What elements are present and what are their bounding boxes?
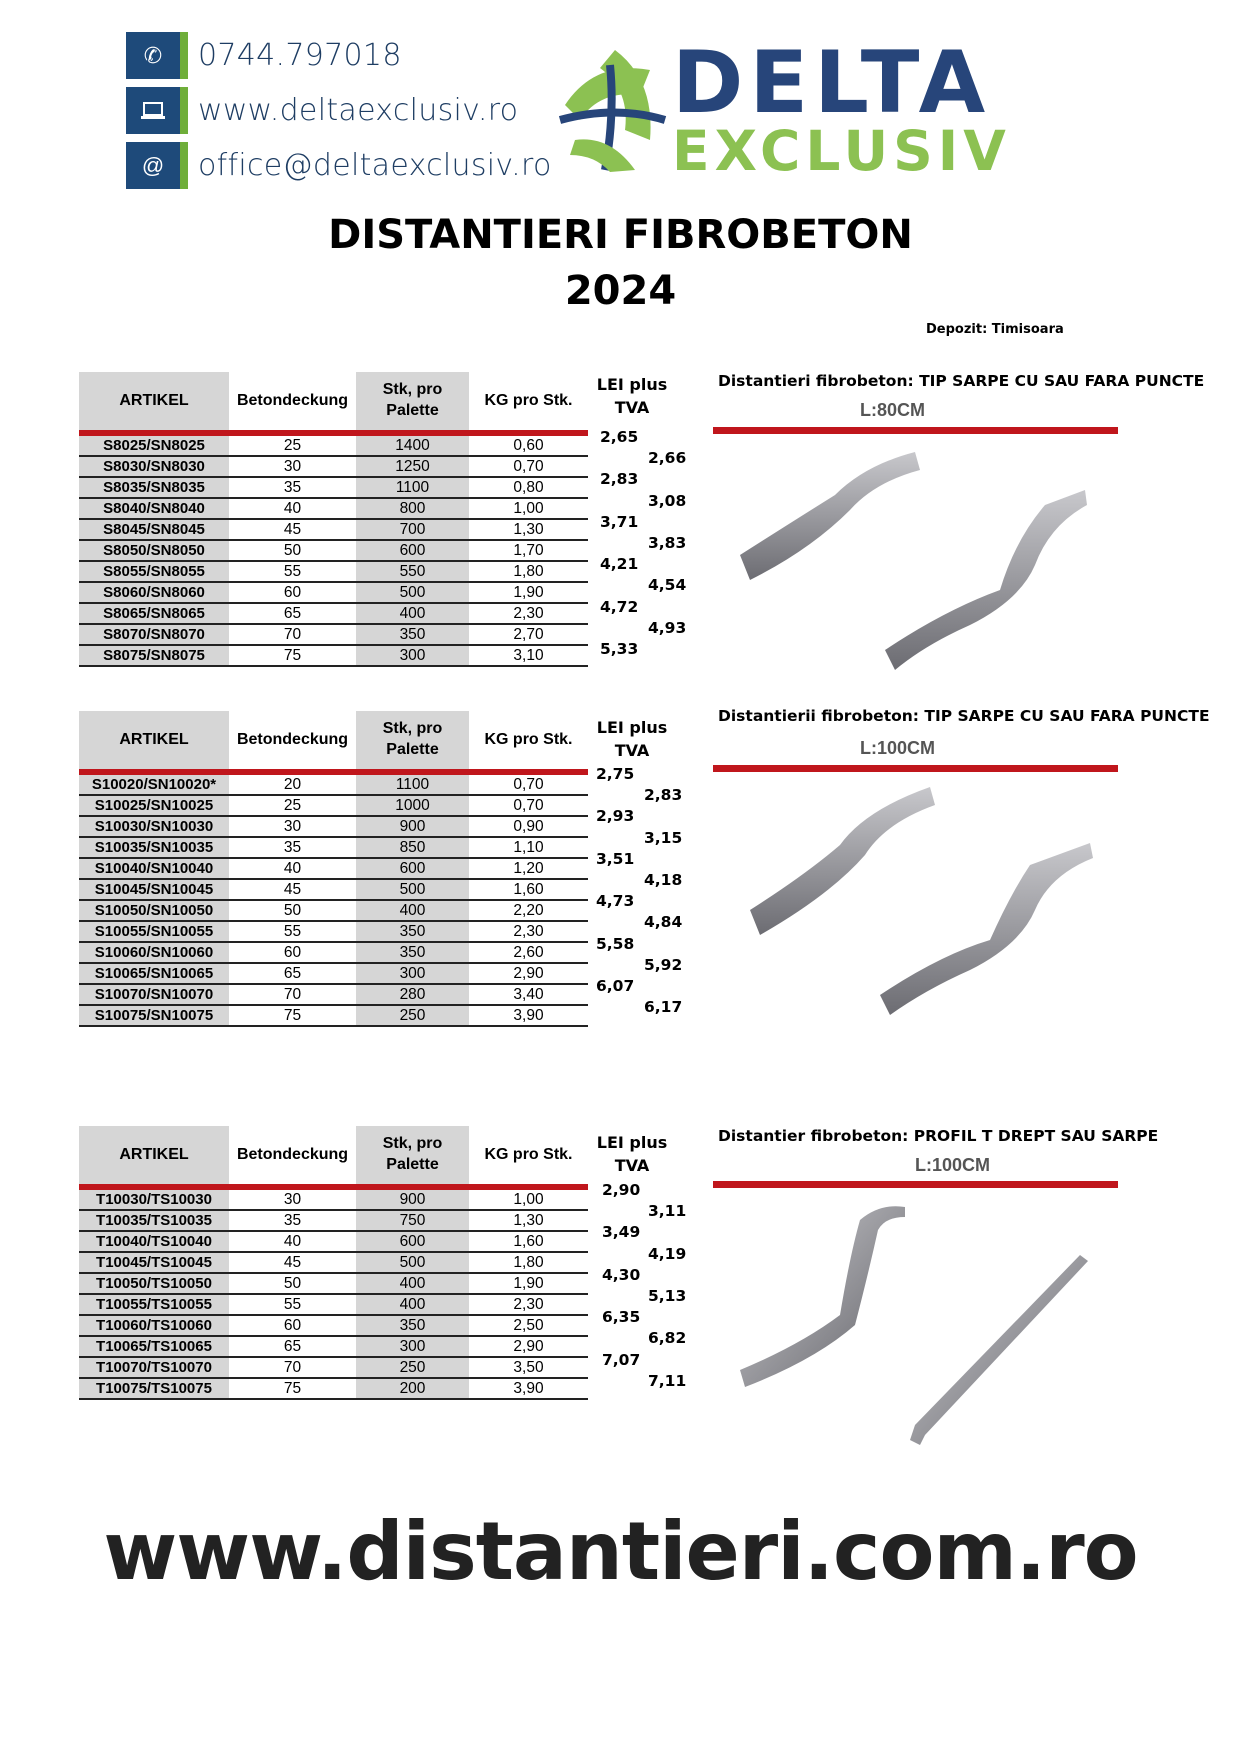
cover-value: 40 (229, 858, 356, 879)
kg-value: 2,90 (469, 963, 588, 984)
cover-value: 50 (229, 900, 356, 921)
kg-value: 1,80 (469, 1252, 588, 1273)
header-betondeckung: Betondeckung (229, 711, 356, 772)
table-row (79, 1210, 588, 1231)
header-stk: Stk, pro Palette (356, 711, 469, 772)
cover-value: 75 (229, 1378, 356, 1399)
section-title-s80: Distantieri fibrobeton: TIP SARPE CU SAU FARA PUNCTE (718, 372, 1205, 390)
article-code: S8050/SN8050 (79, 540, 229, 561)
article-code: S8040/SN8040 (79, 498, 229, 519)
stk-value: 900 (356, 1187, 469, 1210)
kg-value: 2,90 (469, 1336, 588, 1357)
stk-value: 500 (356, 582, 469, 603)
price-value: 3,11 (648, 1202, 687, 1221)
stk-value: 280 (356, 984, 469, 1005)
cover-value: 50 (229, 1273, 356, 1294)
price-table-t100 (79, 1126, 588, 1400)
stk-value: 350 (356, 624, 469, 645)
email-link[interactable]: office@deltaexclusiv.ro (198, 148, 552, 183)
stk-value: 400 (356, 1273, 469, 1294)
kg-value: 1,30 (469, 519, 588, 540)
price-value: 4,21 (600, 555, 639, 574)
stk-value: 1000 (356, 795, 469, 816)
header-betondeckung: Betondeckung (229, 1126, 356, 1187)
cover-value: 30 (229, 1187, 356, 1210)
stk-value: 300 (356, 645, 469, 666)
stk-value: 250 (356, 1357, 469, 1378)
contact-phone[interactable] (126, 32, 402, 79)
table-row (79, 1005, 588, 1026)
header-lei: LEI plus TVA (596, 375, 668, 417)
price-value: 5,92 (644, 955, 683, 974)
phone-number: 0744.797018 (198, 38, 402, 73)
header-artikel: ARTIKEL (79, 711, 229, 772)
kg-value: 0,60 (469, 433, 588, 456)
kg-value: 3,10 (469, 645, 588, 666)
table-row (79, 582, 588, 603)
article-code: T10050/TS10050 (79, 1273, 229, 1294)
kg-value: 1,70 (469, 540, 588, 561)
cover-value: 60 (229, 942, 356, 963)
page-title: DISTANTIERI FIBROBETON (328, 212, 913, 258)
depozit-label: Depozit: Timisoara (926, 322, 1064, 337)
article-code: T10065/TS10065 (79, 1336, 229, 1357)
cover-value: 75 (229, 1005, 356, 1026)
logo-text-delta: DELTA (672, 33, 992, 133)
article-code: T10060/TS10060 (79, 1315, 229, 1336)
table-row (79, 900, 588, 921)
stk-value: 700 (356, 519, 469, 540)
price-value: 4,19 (648, 1244, 687, 1263)
price-value: 6,07 (596, 977, 635, 995)
price-value: 4,54 (648, 576, 687, 595)
cover-value: 35 (229, 837, 356, 858)
article-code: S10035/SN10035 (79, 837, 229, 858)
table-row (79, 816, 588, 837)
table-row (79, 1273, 588, 1294)
price-value: 4,84 (644, 913, 683, 932)
stk-value: 350 (356, 1315, 469, 1336)
contact-website[interactable] (126, 87, 518, 134)
article-code: S10070/SN10070 (79, 984, 229, 1005)
section-divider (713, 427, 1118, 434)
kg-value: 3,90 (469, 1378, 588, 1399)
stk-value: 200 (356, 1378, 469, 1399)
cover-value: 65 (229, 1336, 356, 1357)
cover-value: 20 (229, 772, 356, 795)
table-row (79, 477, 588, 498)
kg-value: 2,20 (469, 900, 588, 921)
article-code: S8055/SN8055 (79, 561, 229, 582)
cover-value: 60 (229, 582, 356, 603)
kg-value: 2,30 (469, 603, 588, 624)
section-divider (713, 1181, 1118, 1188)
kg-value: 0,70 (469, 795, 588, 816)
cover-value: 30 (229, 456, 356, 477)
stk-value: 400 (356, 603, 469, 624)
price-value: 4,18 (644, 871, 683, 889)
stk-value: 1100 (356, 477, 469, 498)
header-lei: LEI plus TVA (596, 718, 668, 760)
kg-value: 2,30 (469, 921, 588, 942)
stk-value: 1100 (356, 772, 469, 795)
section-length-t100: L:100CM (915, 1155, 991, 1175)
article-code: T10045/TS10045 (79, 1252, 229, 1273)
header-lei: LEI plus TVA (596, 1133, 668, 1175)
price-value: 2,90 (602, 1181, 641, 1199)
cover-value: 55 (229, 561, 356, 582)
section-length-s100: L:100CM (860, 738, 936, 758)
section-divider (713, 765, 1118, 772)
kg-value: 0,90 (469, 816, 588, 837)
cover-value: 45 (229, 519, 356, 540)
contact-email[interactable] (126, 142, 552, 189)
section-length-s80: L:80CM (860, 400, 926, 420)
header-kg: KG pro Stk. (469, 711, 588, 772)
cover-value: 45 (229, 1252, 356, 1273)
stk-value: 850 (356, 837, 469, 858)
table-row (79, 1294, 588, 1315)
price-value: 3,83 (648, 534, 687, 552)
cover-value: 30 (229, 816, 356, 837)
cover-value: 50 (229, 540, 356, 561)
article-code: T10040/TS10040 (79, 1231, 229, 1252)
cover-value: 35 (229, 1210, 356, 1231)
stk-value: 350 (356, 942, 469, 963)
section-title-t100: Distantier fibrobeton: PROFIL T DREPT SAU SARPE (718, 1127, 1159, 1145)
stk-value: 350 (356, 921, 469, 942)
spacer-product-image-s100 (725, 775, 1125, 1020)
kg-value: 1,10 (469, 837, 588, 858)
table-row (79, 984, 588, 1005)
stk-value: 600 (356, 540, 469, 561)
header-kg: KG pro Stk. (469, 1126, 588, 1187)
article-code: S10040/SN10040 (79, 858, 229, 879)
phone-icon: ✆ (126, 32, 180, 79)
cover-value: 70 (229, 624, 356, 645)
table-row (79, 1315, 588, 1336)
price-value: 3,15 (644, 828, 683, 847)
kg-value: 3,40 (469, 984, 588, 1005)
article-code: S8060/SN8060 (79, 582, 229, 603)
header-artikel: ARTIKEL (79, 372, 229, 433)
cover-value: 40 (229, 498, 356, 519)
kg-value: 1,00 (469, 1187, 588, 1210)
kg-value: 1,90 (469, 1273, 588, 1294)
table-row (79, 603, 588, 624)
article-code: S10075/SN10075 (79, 1005, 229, 1026)
header-stk: Stk, pro Palette (356, 372, 469, 433)
price-value: 2,93 (596, 807, 635, 826)
table-row (79, 795, 588, 816)
kg-value: 2,60 (469, 942, 588, 963)
cover-value: 55 (229, 1294, 356, 1315)
table-row (79, 858, 588, 879)
article-code: S10045/SN10045 (79, 879, 229, 900)
price-value: 2,75 (596, 765, 635, 783)
table-row (79, 1357, 588, 1378)
price-value: 5,33 (600, 640, 639, 658)
kg-value: 3,50 (469, 1357, 588, 1378)
price-value: 3,49 (602, 1223, 641, 1242)
price-value: 3,51 (596, 849, 635, 868)
price-value: 2,83 (600, 470, 639, 489)
price-value: 4,30 (602, 1265, 641, 1284)
table-row (79, 837, 588, 858)
price-value: 5,58 (596, 934, 635, 953)
article-code: S10050/SN10050 (79, 900, 229, 921)
stk-value: 900 (356, 816, 469, 837)
table-row (79, 963, 588, 984)
kg-value: 2,30 (469, 1294, 588, 1315)
stk-value: 500 (356, 879, 469, 900)
header-kg: KG pro Stk. (469, 372, 588, 433)
price-value: 2,66 (648, 449, 687, 468)
cover-value: 25 (229, 795, 356, 816)
kg-value: 0,80 (469, 477, 588, 498)
spacer-product-image-t100 (730, 1195, 1130, 1445)
article-code: S10055/SN10055 (79, 921, 229, 942)
cover-value: 60 (229, 1315, 356, 1336)
price-value: 7,11 (648, 1371, 687, 1390)
stk-value: 250 (356, 1005, 469, 1026)
kg-value: 2,70 (469, 624, 588, 645)
stk-value: 600 (356, 858, 469, 879)
article-code: S8075/SN8075 (79, 645, 229, 666)
at-sign-icon: @ (126, 142, 180, 189)
logo-text-exclusiv: EXCLUSIV (672, 119, 1011, 183)
table-row (79, 1378, 588, 1399)
kg-value: 1,80 (469, 561, 588, 582)
article-code: S8065/SN8065 (79, 603, 229, 624)
table-row (79, 645, 588, 666)
spacer-product-image-s80 (715, 440, 1115, 680)
cover-value: 40 (229, 1231, 356, 1252)
price-value: 4,73 (596, 892, 635, 911)
table-row (79, 433, 588, 456)
section-title-s100: Distantierii fibrobeton: TIP SARPE CU SAU FARA PUNCTE (718, 707, 1210, 725)
laptop-icon (126, 87, 180, 134)
header-stk: Stk, pro Palette (356, 1126, 469, 1187)
article-code: T10030/TS10030 (79, 1187, 229, 1210)
stk-value: 1250 (356, 456, 469, 477)
price-value: 4,72 (600, 597, 639, 616)
price-table-s100 (79, 711, 588, 1027)
stk-value: 750 (356, 1210, 469, 1231)
table-row (79, 519, 588, 540)
price-value: 7,07 (602, 1350, 641, 1369)
kg-value: 1,60 (469, 1231, 588, 1252)
article-code: S10025/SN10025 (79, 795, 229, 816)
cover-value: 70 (229, 984, 356, 1005)
kg-value: 2,50 (469, 1315, 588, 1336)
table-row (79, 456, 588, 477)
kg-value: 1,60 (469, 879, 588, 900)
table-row (79, 879, 588, 900)
header-artikel: ARTIKEL (79, 1126, 229, 1187)
kg-value: 1,00 (469, 498, 588, 519)
article-code: S8030/SN8030 (79, 456, 229, 477)
kg-value: 0,70 (469, 772, 588, 795)
stk-value: 800 (356, 498, 469, 519)
stk-value: 400 (356, 1294, 469, 1315)
kg-value: 3,90 (469, 1005, 588, 1026)
cover-value: 65 (229, 603, 356, 624)
table-row (79, 561, 588, 582)
table-row (79, 540, 588, 561)
article-code: S10020/SN10020* (79, 772, 229, 795)
article-code: S8045/SN8045 (79, 519, 229, 540)
price-value: 6,35 (602, 1308, 641, 1327)
price-value: 3,08 (648, 491, 687, 510)
kg-value: 1,20 (469, 858, 588, 879)
stk-value: 500 (356, 1252, 469, 1273)
article-code: S8025/SN8025 (79, 433, 229, 456)
table-row (79, 624, 588, 645)
cover-value: 75 (229, 645, 356, 666)
price-value: 6,17 (644, 998, 683, 1017)
price-value: 4,93 (648, 618, 687, 637)
cover-value: 55 (229, 921, 356, 942)
article-code: S10060/SN10060 (79, 942, 229, 963)
stk-value: 550 (356, 561, 469, 582)
cover-value: 45 (229, 879, 356, 900)
stk-value: 400 (356, 900, 469, 921)
table-row (79, 1252, 588, 1273)
table-row (79, 498, 588, 519)
article-code: S8035/SN8035 (79, 477, 229, 498)
article-code: T10035/TS10035 (79, 1210, 229, 1231)
stk-value: 300 (356, 1336, 469, 1357)
footer-website-link[interactable]: www.distantieri.com.ro (103, 1505, 1138, 1598)
cover-value: 70 (229, 1357, 356, 1378)
delta-logo-mark-icon (555, 50, 673, 174)
kg-value: 0,70 (469, 456, 588, 477)
cover-value: 65 (229, 963, 356, 984)
table-row (79, 921, 588, 942)
stk-value: 1400 (356, 433, 469, 456)
cover-value: 35 (229, 477, 356, 498)
table-row (79, 942, 588, 963)
page-year: 2024 (564, 268, 677, 314)
table-row (79, 1336, 588, 1357)
header-betondeckung: Betondeckung (229, 372, 356, 433)
article-code: S10065/SN10065 (79, 963, 229, 984)
table-row (79, 1231, 588, 1252)
table-row (79, 772, 588, 795)
article-code: T10075/TS10075 (79, 1378, 229, 1399)
price-value: 3,71 (600, 512, 639, 531)
cover-value: 25 (229, 433, 356, 456)
price-table-s80 (79, 372, 588, 667)
table-row (79, 1187, 588, 1210)
website-link[interactable]: www.deltaexclusiv.ro (198, 93, 519, 128)
article-code: T10055/TS10055 (79, 1294, 229, 1315)
price-value: 2,65 (600, 428, 639, 446)
article-code: T10070/TS10070 (79, 1357, 229, 1378)
kg-value: 1,90 (469, 582, 588, 603)
article-code: S8070/SN8070 (79, 624, 229, 645)
article-code: S10030/SN10030 (79, 816, 229, 837)
stk-value: 600 (356, 1231, 469, 1252)
price-value: 5,13 (648, 1287, 687, 1305)
stk-value: 300 (356, 963, 469, 984)
price-value: 6,82 (648, 1329, 687, 1348)
price-value: 2,83 (644, 786, 683, 805)
kg-value: 1,30 (469, 1210, 588, 1231)
